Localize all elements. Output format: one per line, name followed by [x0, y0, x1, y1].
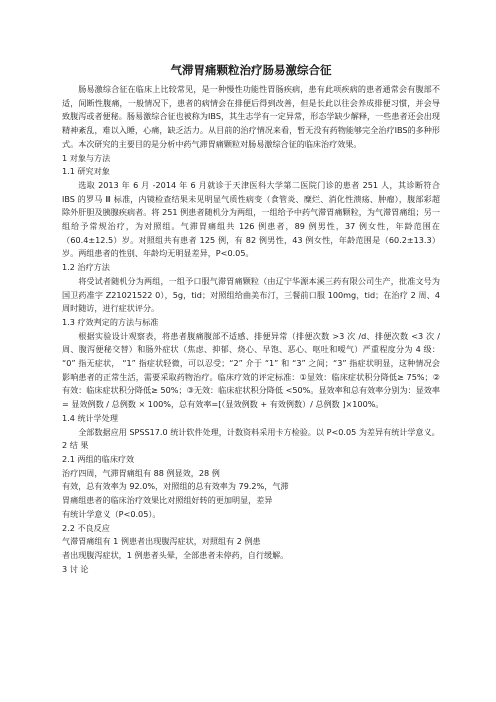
section-line: 1 对象与方法 [62, 152, 111, 163]
document-body [62, 83, 440, 576]
section-line: 胃痛组患者的临床治疗效果比对照组好转的更加明显，差异 [62, 495, 273, 506]
section-line: 1.2 治疗方法 [62, 262, 110, 273]
section-line: 3 讨 论 [62, 563, 89, 574]
section-line: 有统计学意义（P<0.05）。 [62, 508, 161, 519]
section-line: 2.1 两组的临床疗效 [62, 453, 135, 464]
body-paragraph: 选取 2013 年 6 月 -2014 年 6 月就诊于天津医科大学第二医院门诊的患者 251 人，其诊断符合 IBS 的罗马 Ⅲ 标准，内镜检查结果未见明显气质性病变（食管炎、糜烂、消化性溃疡、肿瘤），腹部彩超除外肝胆及胰腺疾病者。将 251 例患者随机分为两组，一组给予中药气滞胃痛颗粒，为气滞胃痛组；另一组给予常规治疗，为对照组。气滞胃痛组共 126 例患者，89 例男性，37 例女性，年龄范围在（60.4±12.5）岁。对照组共有患者 125 例，有 82 例男性，43 例女性，年龄范围是（60.2±13.3）岁。两组患者的性别、年龄均无明显差异，P<0.05。 [62, 179, 440, 259]
section-line: 治疗四周，气滞胃痛组有 88 例显效，28 例 [62, 467, 220, 478]
body-paragraph: 将受试者随机分为两组，一组予口服气滞胃痛颗粒（由辽宁华源本溪三药有限公司生产，批准文号为国卫药准字 Z21021522 0），5g，tid；对照组给曲美布汀，三餐前口服 100mg，tid；在治疗 2 周、4 周时随访，进行症状评分。 [62, 275, 440, 314]
section-line: 2 结 果 [62, 440, 89, 451]
section-line: 1.3 疗效判定的方法与标准 [62, 316, 159, 327]
section-line: 气滞胃痛组有 1 例患者出现腹泻症状，对照组有 2 例患 [62, 536, 261, 547]
section-line: 2.2 不良反应 [62, 522, 110, 533]
body-paragraph: 全部数据应用 SPSS17.0 统计软件处理，计数资料采用卡方检验。以 P<0.05 为差异有统计学意义。 [78, 426, 440, 437]
section-line: 1.4 统计学处理 [62, 412, 118, 423]
body-paragraph: 肠易激综合征在临床上比较常见，是一种慢性功能性胃肠疾病，患有此项疾病的患者通常会有腹部不适，间断性腹痛，一般情况下，患者的病情会在排便后得到改善，但是长此以往会养成排便习惯，并会导致腹泻或者便秘。肠易激综合征也被称为IBS，其生志学有一定异常，形态学缺少解释，一些患者还会出现精神紊乱，难以入睡，心痛，缺乏活力。从目前的治疗情况来看，暂无没有药物能够完全治疗IBS的多种形式。本次研究的主要目的是分析中药气滞胃痛颗粒对肠易激综合征的临床治疗效果。 [62, 84, 440, 149]
section-line: 1.1 研究对象 [62, 166, 110, 177]
section-line: 者出现腹泻症状，1 例患者头晕，全部患者未停药，自行缓解。 [62, 549, 289, 560]
section-line: 有效，总有效率为 92.0%，对照组的总有效率为 79.2%，气滞 [62, 481, 289, 492]
document-title: 气滞胃痛颗粒治疗肠易激综合征 [170, 63, 332, 77]
body-paragraph: 根据实验设计观察表，将患者腹痛腹部不适感、排便异常（排便次数 >3 次 /d、排便次数 <3 次 / 周、腹泻便秘交替）和肠外症状（焦虑、抑郁、烧心、早饱、恶心、呕吐和嗳气）严重程度分为 4 级： “0” 指无症状， “1” 指症状轻微，可以忍受；“2” 介于 “1” 和 “3” 之间；“3” 指症状明显，这种情况会影响患者的正常生活，需要采取药物治疗。临床疗效的评定标准：①显效：临床症状积分降低≥ 75%；②有效：临床症状积分降低≥ 50%；③无效：临床症状积分降低 <50%。显效率和总有效率分别为：显效率 = 显效例数 / 总例数 × 100%，总有效率=[（显效例数 + 有效例数）/ 总例数 ]×100%。 [62, 330, 440, 410]
